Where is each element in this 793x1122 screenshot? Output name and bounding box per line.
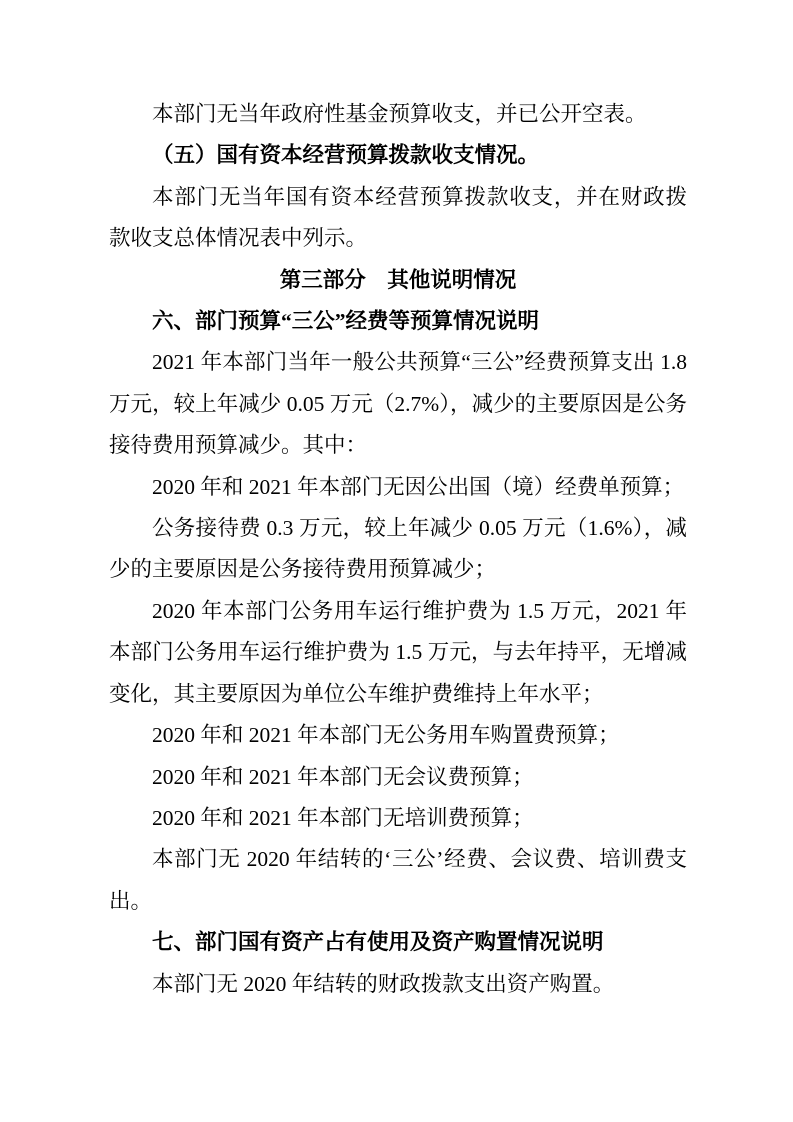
paragraph-no-gov-fund-budget: 本部门无当年政府性基金预算收支，并已公开空表。 <box>152 102 647 126</box>
paragraph-no-state-capital-budget: 本部门无当年国有资本经营预算拨款收支，并在财政拨款收支总体情况表中列示。 <box>109 184 687 251</box>
paragraph-sangong-overview: 2021 年本部门当年一般公共预算“三公”经费预算支出 1.8 万元，较上年减少 0.05 万元（2.7%），减少的主要原因是公务接待费用预算减少。其中： <box>109 350 687 458</box>
paragraph-no-asset-purchase: 本部门无 2020 年结转的财政拨款支出资产购置。 <box>152 971 615 996</box>
paragraph-no-meeting-expense: 2020 年和 2021 年本部门无会议费预算； <box>152 764 534 789</box>
paragraph-reception-expense: 公务接待费 0.3 万元，较上年减少 0.05 万元（1.6%），减少的主要原因是公务接待费用预算减少； <box>109 516 687 582</box>
paragraph-vehicle-maintenance: 2020 年本部门公务用车运行维护费为 1.5 万元，2021 年本部门公务用车运行维护费为 1.5 万元，与去年持平，无增减变化，其主要原因为单位公车维护费维持上年水平； <box>109 598 687 706</box>
heading-section-7: 七、部门国有资产占有使用及资产购置情况说明 <box>152 930 604 955</box>
paragraph-no-vehicle-purchase: 2020 年和 2021 年本部门无公务用车购置费预算； <box>152 723 620 748</box>
paragraph-no-carryover-expense: 本部门无 2020 年结转的‘三公’经费、会议费、培训费支出。 <box>109 847 687 913</box>
heading-section-5: （五）国有资本经营预算拨款收支情况。 <box>152 143 540 168</box>
paragraph-no-abroad-expense: 2020 年和 2021 年本部门无因公出国（境）经费单预算； <box>152 474 685 499</box>
document-body <box>109 94 687 1005</box>
heading-section-6: 六、部门预算“三公”经费等预算情况说明 <box>152 309 540 334</box>
part-3-title: 第三部分 其他说明情况 <box>279 267 517 292</box>
paragraph-no-training-expense: 2020 年和 2021 年本部门无培训费预算； <box>152 805 534 830</box>
